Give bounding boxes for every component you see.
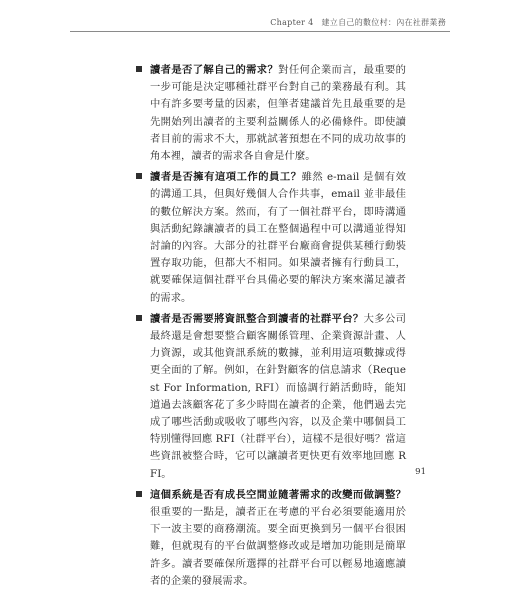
paragraph-body: 很重要的一點是，讀者正在考慮的平台必須要能適用於下一波主要的商務潮流。要全面更換到另一個平台很困難，但就現有的平台做調整修改或是增加功能則是簡單許多。讀者要確保所選擇的社群平台可以輕易地適應讀者的企業的發展需求。 [150,506,406,587]
square-bullet-icon [136,173,142,179]
chapter-title: 建立自己的數位村：內在社群業務 [321,18,446,27]
paragraph [150,169,406,307]
header-divider [70,31,450,32]
paragraph-body: 大多公司最終還是會想要整合顧客關係管理、企業資源計畫、人力資源，或其他資訊系統的數據，並利用這項數據或得更全面的了解。例如，在針對顧客的信息請求（Request For Information, RFI）而協調行銷活動時，能知道過去該顧客花了多少時間在讀者的企業，他們過去完成了哪些活動或吸收了哪些內容，以及企業中哪個員工特別懂得回應 RFI（社群平台），這樣不是很好嗎？當這些資訊被整合時，它可以讓讀者更快更有效率地回應 RFI。 [150,312,406,480]
paragraph [150,311,406,483]
bullet-list [136,62,406,594]
list-item [136,487,406,590]
list-item [136,62,406,165]
running-header [270,17,446,28]
page-number: 91 [415,467,426,477]
paragraph-body: 雖然 e-mail 是個有效的溝通工具，但與好幾個人合作共事，email 並非最佳的數位解決方案。然而，有了一個社群平台，即時溝通與活動紀錄讓讀者的員工在整個過程中可以溝通並得知討論的內容。大部分的社群平台廠商會提供某種行動裝置存取功能，但都大不相同。如果讀者擁有行動員工，就要確保這個社群平台具備必要的解決方案來滿足讀者的需求。 [150,171,407,304]
list-item [136,311,406,483]
paragraph-body: 對任何企業而言，最重要的一步可能是決定哪種社群平台對自己的業務最有利。其中有許多要考量的因素，但筆者建議首先且最重要的是先開始列出讀者的主要利益關係人的必備條件。即使讀者目前的需求不大，那就試著預想在不同的成功故事的角本裡，讀者的需求各自會是什麼。 [150,64,406,163]
paragraph-lead: 讀者是否了解自己的需求？ [150,64,279,76]
square-bullet-icon [136,491,142,497]
square-bullet-icon [136,315,142,321]
chapter-label: Chapter 4 [270,18,314,27]
square-bullet-icon [136,66,142,72]
list-item [136,169,406,307]
paragraph [150,487,406,590]
paragraph [150,62,406,165]
paragraph-lead: 這個系統是否有成長空間並隨著需求的改變而做調整？ [150,488,406,501]
paragraph-lead: 讀者是否擁有這項工作的員工？ [150,171,302,184]
paragraph-lead: 讀者是否需要將資訊整合到讀者的社群平台？ [150,312,364,325]
